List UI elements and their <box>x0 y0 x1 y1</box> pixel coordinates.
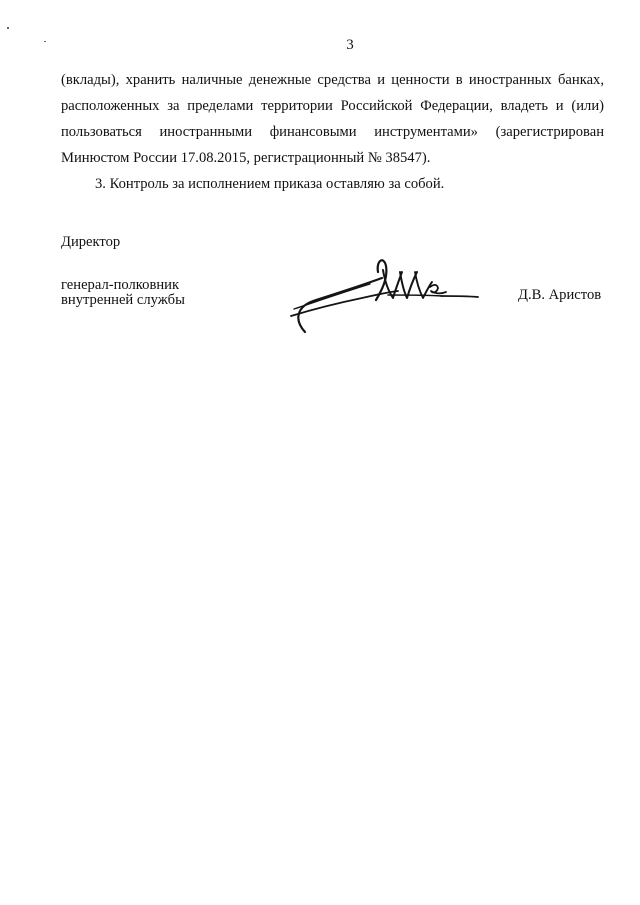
scan-speck <box>44 41 46 42</box>
rank-line-2: внутренней службы <box>61 292 185 308</box>
body-line: расположенных за пределами территории Российской Федерации, владеть и (или) <box>61 98 604 114</box>
paragraph-3: 3. Контроль за исполнением приказа оставляю за собой. <box>95 176 445 192</box>
body-line: Минюстом России 17.08.2015, регистрационный № 38547). <box>61 150 431 166</box>
body-paragraph-continuation <box>61 67 604 171</box>
signer-name: Д.В. Аристов <box>518 287 602 303</box>
scan-speck <box>7 27 9 29</box>
handwritten-signature <box>286 254 482 336</box>
position-title: Директор <box>61 234 121 250</box>
page-number: 3 <box>346 37 354 53</box>
body-line: пользоваться иностранными финансовыми инструментами» (зарегистрирован <box>61 124 604 140</box>
rank-line-1: генерал-полковник <box>61 277 180 293</box>
body-line: (вклады), хранить наличные денежные средства и ценности в иностранных банках, <box>61 72 604 88</box>
